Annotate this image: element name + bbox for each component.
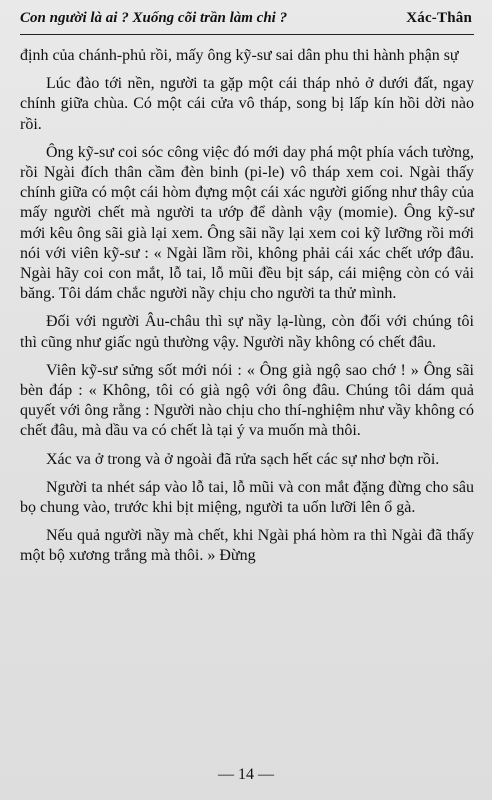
paragraph: Đối với người Âu-châu thì sự nầy lạ-lùng, còn đối với chúng tôi thì cũng như giấc ngủ thường vậy. Người nầy không có chết đâu. — [20, 313, 474, 351]
header-rule — [20, 34, 474, 35]
paragraph: Viên kỹ-sư sửng sốt mới nói : « Ông già ngộ sao chớ ! » Ông sãi bèn đáp : « Không, tôi có già ngộ với ông đâu. Chúng tôi dám quả quyết với ông rằng : Người nào chịu cho thí-nghiệm như vầy không có chết đâu, mà dầu va có chết là tại ý va muốn mà thôi. — [20, 361, 474, 440]
paragraph-continuation: định của chánh-phủ rồi, mấy ông kỹ-sư sai dân phu thi hành phận sự — [20, 47, 459, 64]
running-header — [20, 8, 472, 28]
header-section: Xác-Thân — [406, 10, 472, 26]
body-text — [20, 46, 474, 575]
header-title: Con người là ai ? Xuống cõi trần làm chi ? — [20, 10, 288, 26]
paragraph: Ông kỹ-sư coi sóc công việc đó mới day phá một phía vách tường, rồi Ngài đích thân cầm đèn binh (pi-le) vô tháp xem coi. Ngài thấy chính giữa có một cái hòm đựng một cái xác người giống như thây của mấy người chết mà người ta ướp để dành vậy (momie). Ông kỹ-sư mới kêu ông sãi già lại xem. Ông sãi nầy lại xem coi kỹ lưỡng rồi mới nói với viên kỹ-sư : « Ngài lầm rồi, không phải cái xác chết ướp đâu. Ngài hãy coi con mắt, lỗ tai, lỗ mũi đều bịt sáp, cái miệng còn có vải băng. Tôi dám chắc người nầy chịu cho người ta thử mình. — [20, 143, 474, 303]
paragraph: Xác va ở trong và ở ngoài đã rửa sạch hết các sự nhơ bợn rồi. — [46, 450, 440, 468]
paragraph: Người ta nhét sáp vào lỗ tai, lỗ mũi và con mắt đặng đừng cho sâu bọ chung vào, trước khi bịt miệng, người ta uốn lưỡi lên ổ gà. — [20, 478, 474, 517]
paragraph: Nếu quả người nầy mà chết, khi Ngài phá hòm ra thì Ngài đã thấy một bộ xương trắng mà thôi. » Đừng — [20, 527, 474, 565]
paragraph: Lúc đào tới nền, người ta gặp một cái tháp nhỏ ở dưới đất, ngay chính giữa chùa. Có một cái cửa vô tháp, song bị lấp kín hồi dời nào rồi. — [20, 75, 474, 133]
page-number: — 14 — — [218, 766, 274, 783]
